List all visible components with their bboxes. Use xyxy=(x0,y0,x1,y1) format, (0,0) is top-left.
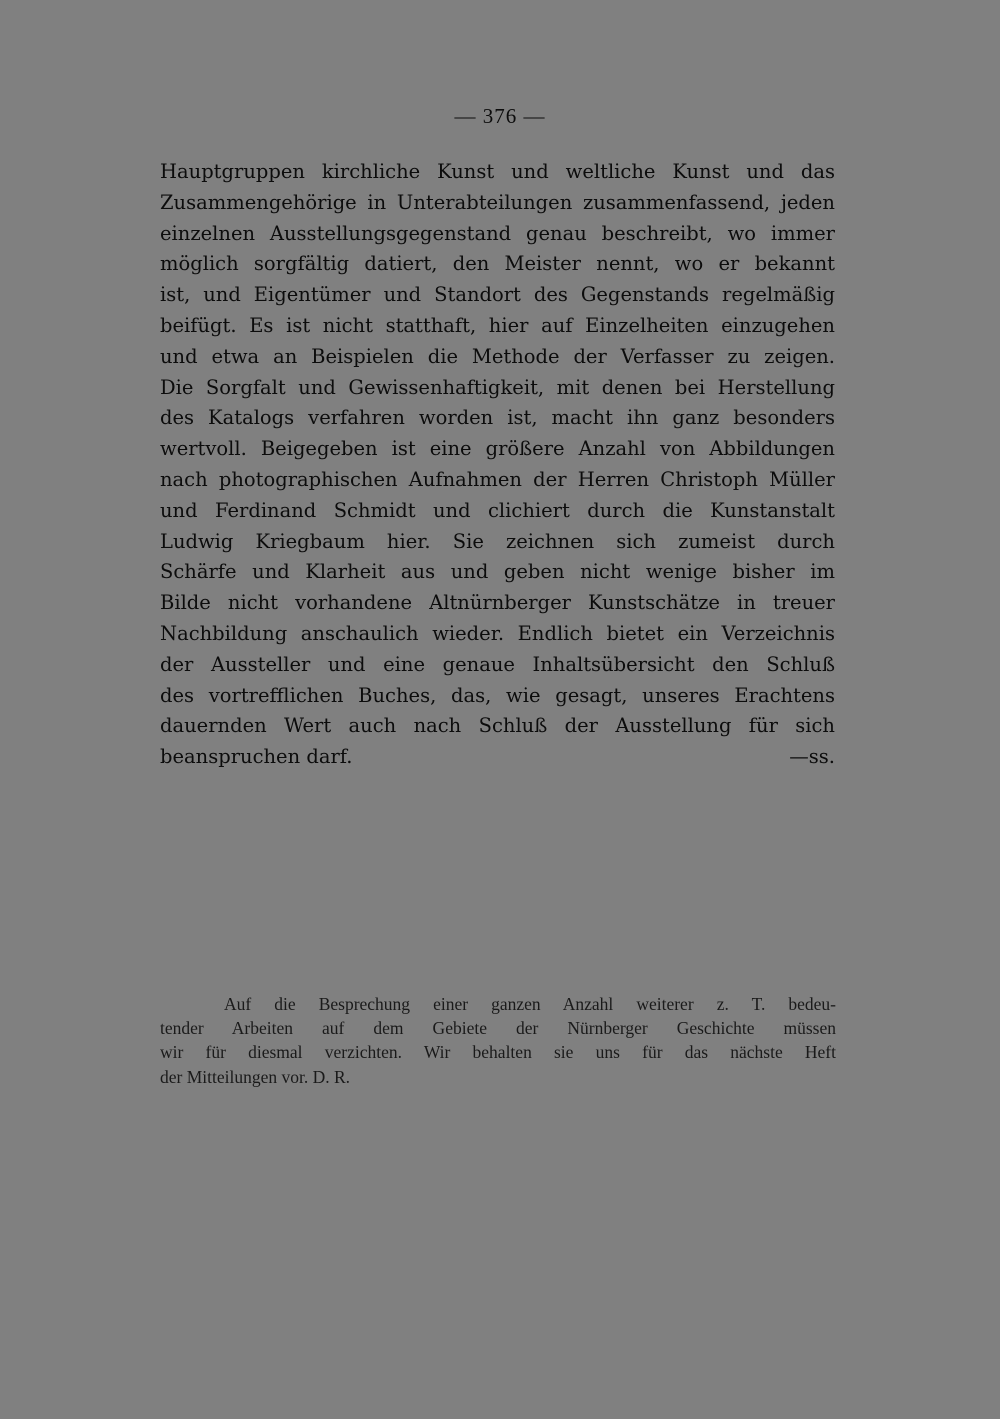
text-line: Hauptgruppen kirchliche Kunst und weltliche Kunst und das xyxy=(160,160,835,183)
text-line: und etwa an Beispielen die Methode der Verfasser zu zeigen. xyxy=(160,344,835,368)
text-line: wertvoll. Beigegeben ist eine größere Anzahl von Abbildungen xyxy=(160,437,835,461)
editorial-note xyxy=(160,992,836,1089)
note-line: wir für diesmal verzichten. Wir behalten sie uns für das nächste Heft xyxy=(160,1042,836,1063)
text-line: möglich sorgfältig datiert, den Meister nennt, wo er bekannt xyxy=(160,252,835,276)
text-line: des Katalogs verfahren worden ist, macht ihn ganz besonders xyxy=(160,406,835,430)
text-line: einzelnen Ausstellungsgegenstand genau beschreibt, wo immer xyxy=(160,221,835,245)
text-line: beifügt. Es ist nicht statthaft, hier auf Einzelheiten einzugehen xyxy=(160,313,835,337)
author-signature: —ss. xyxy=(789,745,835,769)
note-line: Auf die Besprechung einer ganzen Anzahl weiterer z. T. bedeu- xyxy=(224,994,836,1014)
text-line: dauernden Wert auch nach Schluß der Ausstellung für sich xyxy=(160,714,835,738)
text-line: Zusammengehörige in Unterabteilungen zusammenfassend, jeden xyxy=(160,190,835,214)
text-line: der Aussteller und eine genaue Inhaltsübersicht den Schluß xyxy=(160,652,835,676)
text-line: ist, und Eigentümer und Standort des Gegenstands regelmäßig xyxy=(160,283,835,307)
text-line: und Ferdinand Schmidt und clichiert durch die Kunstanstalt xyxy=(160,498,835,522)
text-line-last xyxy=(160,742,835,773)
text-line: Die Sorgfalt und Gewissenhaftigkeit, mit denen bei Herstellung xyxy=(160,375,835,399)
text-line: Ludwig Kriegbaum hier. Sie zeichnen sich zumeist durch xyxy=(160,529,835,553)
text-line: Schärfe und Klarheit aus und geben nicht wenige bisher im xyxy=(160,560,835,584)
note-line: tender Arbeiten auf dem Gebiete der Nürnberger Geschichte müssen xyxy=(160,1018,836,1039)
text-line: nach photographischen Aufnahmen der Herren Christoph Müller xyxy=(160,467,835,491)
text-line: des vortrefflichen Buches, das, wie gesagt, unseres Erachtens xyxy=(160,683,835,707)
closing-text: beanspruchen darf. xyxy=(160,745,353,769)
text-line: Nachbildung anschaulich wieder. Endlich bietet ein Verzeichnis xyxy=(160,621,835,645)
text-line: Bilde nicht vorhandene Altnürnberger Kunstschätze in treuer xyxy=(160,591,835,615)
note-line-last: der Mitteilungen vor. D. R. xyxy=(160,1066,351,1087)
main-text-block xyxy=(160,157,835,773)
page-number: — 376 — xyxy=(454,104,546,128)
